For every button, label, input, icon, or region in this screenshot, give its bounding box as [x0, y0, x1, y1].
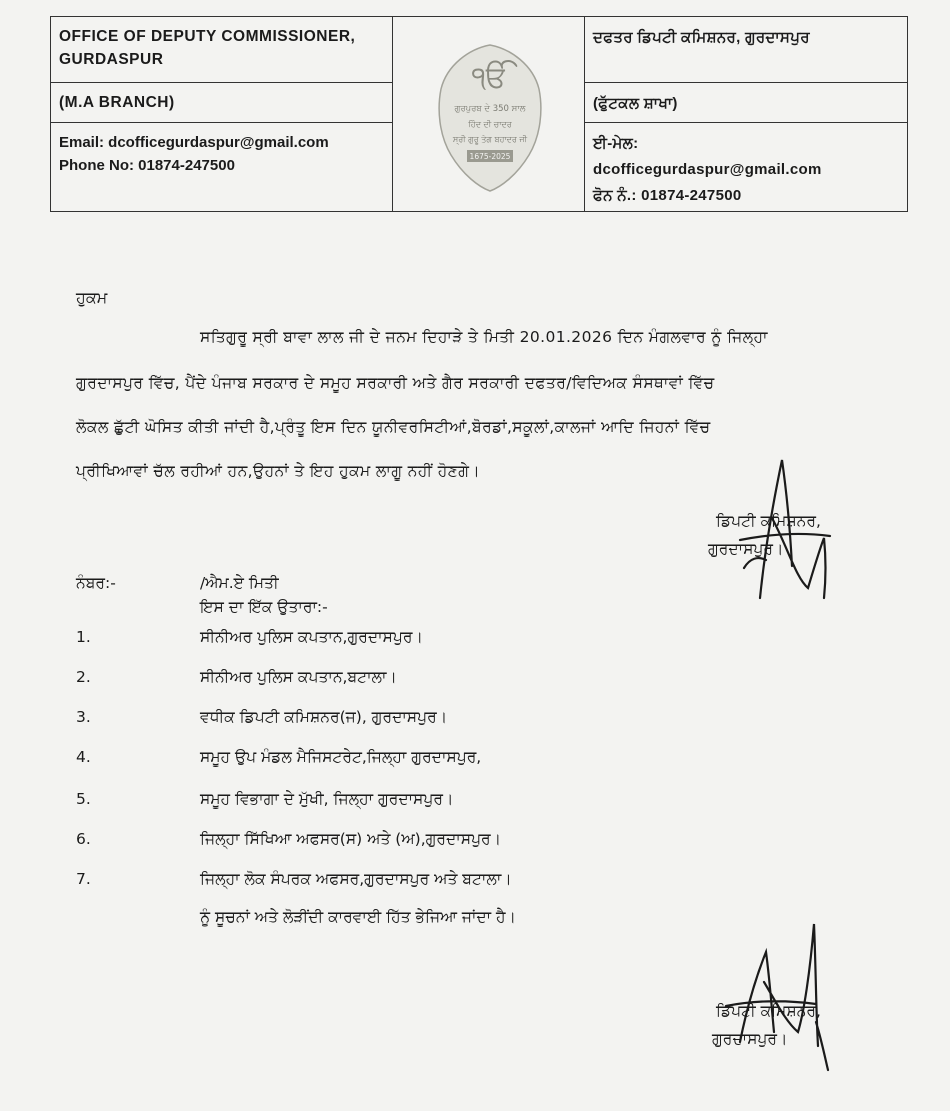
order-signatory-place: ਗੁਰਦਾਸਪੁਰ। — [708, 540, 784, 558]
emblem-years: 1675-2025 — [469, 152, 511, 161]
contact-en — [51, 123, 392, 213]
letterhead — [50, 16, 908, 212]
endorsement-signatory-place: ਗੁਰਦਾਸਪੁਰ। — [712, 1030, 788, 1048]
recipient-num: 3. — [76, 708, 91, 726]
endorsement-closing: ਨੂੰ ਸੂਚਨਾਂ ਅਤੇ ਲੋੜੀਂਦੀ ਕਾਰਵਾਈ ਹਿੱਤ ਭੇਜਿਆ ਜਾਂਦਾ ਹੈ। — [200, 908, 516, 926]
emblem-icon — [429, 39, 551, 195]
emblem-line3: ਸ੍ਰੀ ਗੁਰੂ ਤੇਗ ਬਹਾਦਰ ਜੀ — [452, 135, 528, 144]
phone-en: Phone No: 01874-247500 — [59, 157, 235, 174]
contact-pa — [585, 123, 907, 213]
recipient-num: 2. — [76, 668, 91, 686]
recipient-text: ਸੀਨੀਅਰ ਪੁਲਿਸ ਕਪਤਾਨ,ਗੁਰਦਾਸਪੁਰ। — [200, 628, 423, 646]
office-name-en: OFFICE OF DEPUTY COMMISSIONER, GURDASPUR — [51, 17, 392, 83]
order-body-line-3: ਲੋਕਲ ਛੁੱਟੀ ਘੋਸਿਤ ਕੀਤੀ ਜਾਂਦੀ ਹੈ,ਪ੍ਰੰਤੂ ਇਸ ਦਿਨ ਯੂਨੀਵਰਸਿਟੀਆਂ,ਬੋਰਡਾਂ,ਸਕੂਲਾਂ,ਕਾਲਜਾਂ ਆਦਿ ਜਿਹਨਾਂ ਵਿੱਚ — [76, 418, 711, 436]
branch-en: (M.A BRANCH) — [51, 83, 392, 123]
order-heading: ਹੁਕਮ — [76, 288, 108, 307]
recipient-text: ਜਿਲ੍ਹਾ ਸਿੱਖਿਆ ਅਫਸਰ(ਸ) ਅਤੇ (ਅ),ਗੁਰਦਾਸਪੁਰ। — [200, 830, 502, 848]
endorsement-ref: /ਐਮ.ਏ ਮਿਤੀ — [200, 574, 279, 592]
email-label-pa: ਈ-ਮੇਲ: — [593, 135, 639, 152]
branch-pa: (ਫੁੱਟਕਲ ਸ਼ਾਖਾ) — [585, 83, 907, 123]
recipient-text: ਸਮੂਹ ਵਿਭਾਗਾ ਦੇ ਮੁੱਖੀ, ਜਿਲ੍ਹਾ ਗੁਰਦਾਸਪੁਰ। — [200, 790, 454, 808]
emblem-line2: ਹਿੰਦ ਦੀ ਚਾਦਰ — [468, 120, 512, 129]
recipient-text: ਸਮੂਹ ਉਪ ਮੰਡਲ ਮੈਜਿਸਟਰੇਟ,ਜਿਲ੍ਹਾ ਗੁਰਦਾਸਪੁਰ, — [200, 748, 482, 766]
office-name-pa: ਦਫਤਰ ਡਿਪਟੀ ਕਮਿਸ਼ਨਰ, ਗੁਰਦਾਸਪੁਰ — [585, 17, 907, 83]
order-body-line-2: ਗੁਰਦਾਸਪੁਰ ਵਿੱਚ, ਪੈਂਦੇ ਪੰਜਾਬ ਸਰਕਾਰ ਦੇ ਸਮੂਹ ਸਰਕਾਰੀ ਅਤੇ ਗੈਰ ਸਰਕਾਰੀ ਦਫਤਰ/ਵਿਦਿਅਕ ਸੰਸਥਾਵਾਂ ਵਿੱਚ — [76, 374, 715, 392]
emblem-symbol: ੴ — [471, 60, 509, 95]
recipient-num: 6. — [76, 830, 91, 848]
recipient-text: ਜਿਲ੍ਹਾ ਲੋਕ ਸੰਪਰਕ ਅਫਸਰ,ਗੁਰਦਾਸਪੁਰ ਅਤੇ ਬਟਾਲਾ। — [200, 870, 512, 888]
order-signatory-title: ਡਿਪਟੀ ਕਮਿਸ਼ਨਰ, — [716, 512, 821, 530]
letterhead-emblem-cell — [393, 17, 585, 211]
recipient-num: 7. — [76, 870, 91, 888]
order-body-line-1: ਸਤਿਗੁਰੂ ਸ੍ਰੀ ਬਾਵਾ ਲਾਲ ਜੀ ਦੇ ਜਨਮ ਦਿਹਾੜੇ ਤੇ ਮਿਤੀ 20.01.2026 ਦਿਨ ਮੰਗਲਵਾਰ ਨੂੰ ਜਿਲ੍ਹਾ — [200, 328, 768, 346]
recipient-num: 5. — [76, 790, 91, 808]
order-body-line-4: ਪ੍ਰੀਖਿਆਵਾਂ ਚੱਲ ਰਹੀਆਂ ਹਨ,ਉਹਨਾਂ ਤੇ ਇਹ ਹੁਕਮ ਲਾਗੂ ਨਹੀਂ ਹੋਣਗੇ। — [76, 462, 481, 480]
endorsement-signatory-title: ਡਿਪਟੀ ਕਮਿਸ਼ਨਰ, — [716, 1002, 821, 1020]
recipient-num: 1. — [76, 628, 91, 646]
email-en: Email: dcofficegurdaspur@gmail.com — [59, 134, 329, 151]
email-pa: dcofficegurdaspur@gmail.com — [593, 161, 822, 178]
endorsement-copy-label: ਇਸ ਦਾ ਇੱਕ ਉਤਾਰਾ:- — [200, 598, 328, 616]
letterhead-punjabi — [585, 17, 907, 211]
endorsement-number-label: ਨੰਬਰ:- — [76, 574, 116, 592]
recipient-num: 4. — [76, 748, 91, 766]
emblem-line1: ਗੁਰਪੁਰਬ ਦੇ 350 ਸਾਲ — [454, 104, 526, 114]
recipient-text: ਵਧੀਕ ਡਿਪਟੀ ਕਮਿਸ਼ਨਰ(ਜ), ਗੁਰਦਾਸਪੁਰ। — [200, 708, 448, 726]
phone-pa: ਫੋਨ ਨੰ.: 01874-247500 — [593, 187, 742, 204]
recipient-text: ਸੀਨੀਅਰ ਪੁਲਿਸ ਕਪਤਾਨ,ਬਟਾਲਾ। — [200, 668, 397, 686]
letterhead-english — [51, 17, 393, 211]
